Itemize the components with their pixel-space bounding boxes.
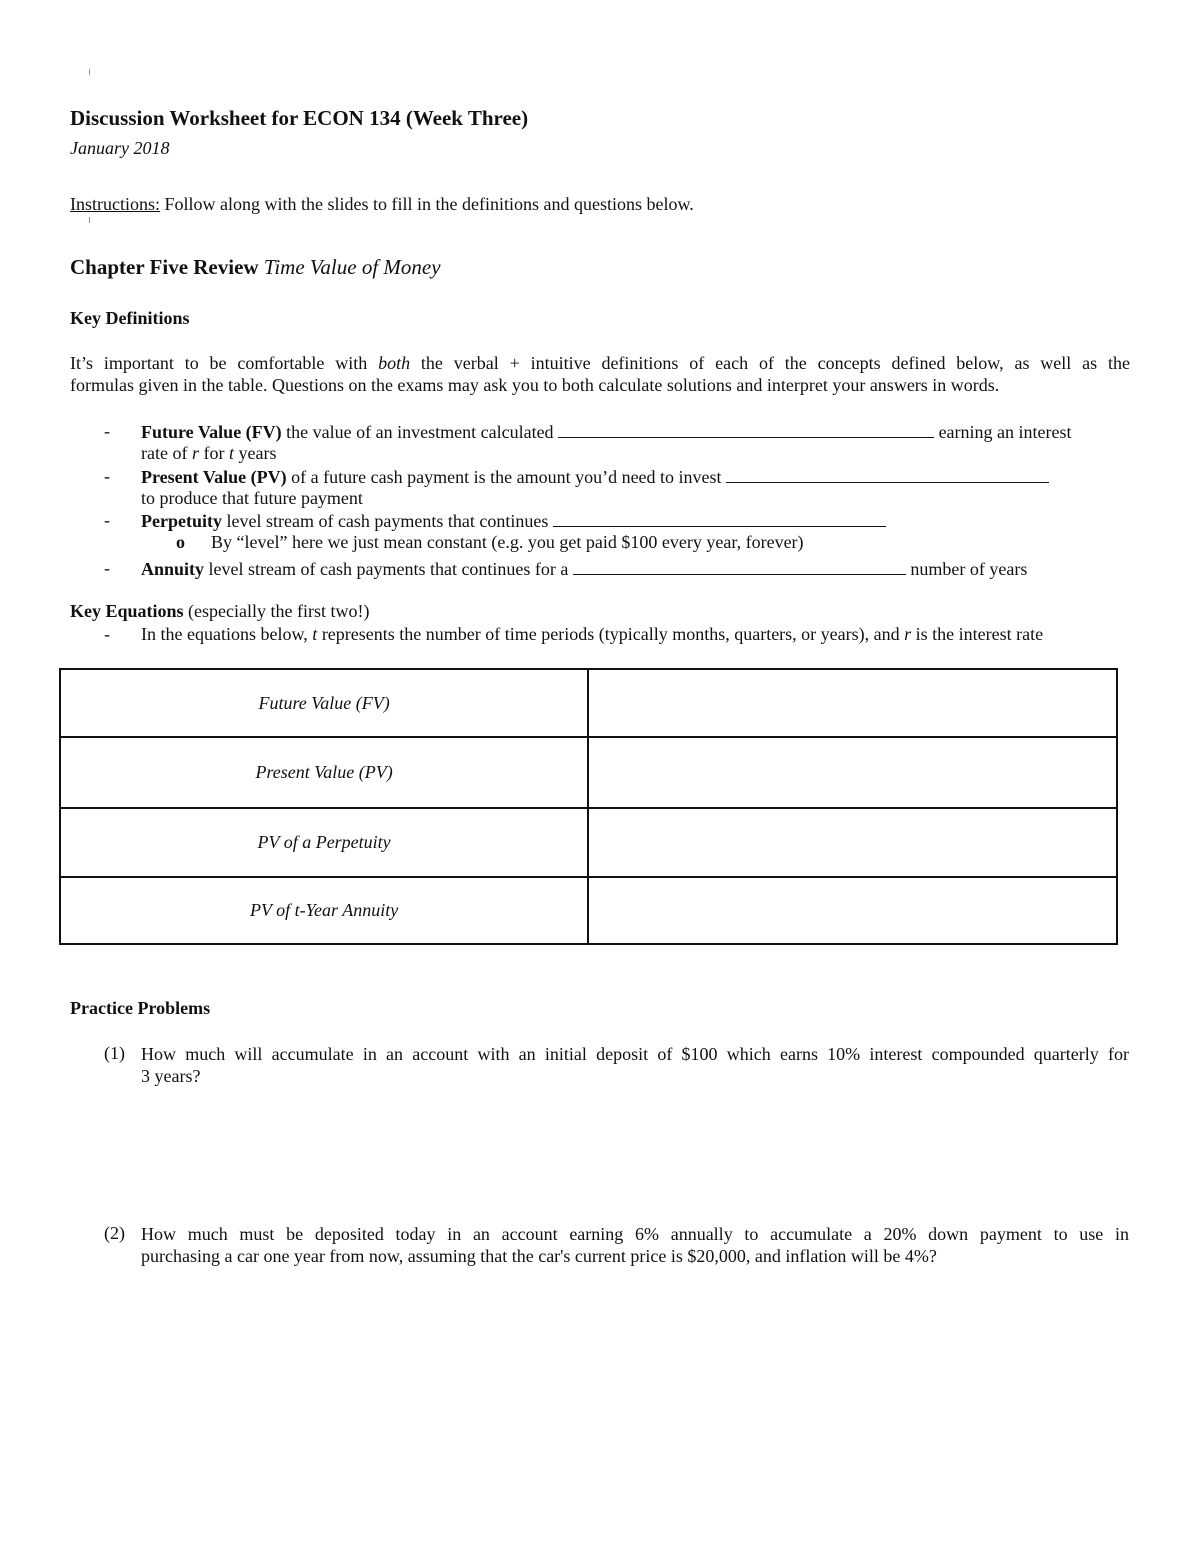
intro-emphasis: both <box>378 353 411 373</box>
page-mark <box>89 217 90 223</box>
table-row <box>60 877 1117 944</box>
worksheet-date: January 2018 <box>70 138 170 158</box>
problem-number: (1) <box>104 1043 125 1063</box>
page-mark <box>89 69 90 75</box>
intro-line-1 <box>70 352 1130 374</box>
definition-future-value-line-2 <box>141 443 276 464</box>
fill-in-blank[interactable] <box>573 558 906 575</box>
problem-line: How much must be deposited today in an account earning 6% annually to accumulate a 20% down payment to use in <box>141 1224 1129 1244</box>
definition-present-value <box>141 466 1049 488</box>
equation-answer-cell[interactable] <box>588 737 1117 808</box>
equation-label: Future Value (FV) <box>60 669 588 737</box>
variable-r: r <box>191 443 199 463</box>
definition-text: earning an interest <box>934 422 1072 442</box>
definition-term: Annuity <box>141 559 205 579</box>
intro-text: the verbal + intuitive definitions of each of the concepts defined below, as well as the <box>410 353 1130 373</box>
equation-answer-cell[interactable] <box>588 808 1117 877</box>
equation-label: Present Value (PV) <box>60 737 588 808</box>
intro-line-2: formulas given in the table. Questions on the exams may ask you to both calculate solutions and interpret your answers in words. <box>70 375 1000 395</box>
fill-in-blank[interactable] <box>553 510 886 527</box>
variable-t: t <box>228 443 234 463</box>
definition-text: years <box>234 443 277 463</box>
definition-text: number of years <box>905 559 1028 579</box>
definition-present-value-line-2: to produce that future payment <box>141 488 363 508</box>
practice-problems-heading: Practice Problems <box>70 998 211 1018</box>
key-equations-note: (especially the first two!) <box>183 601 370 621</box>
definition-annuity <box>141 558 1027 580</box>
equation-answer-cell[interactable] <box>588 669 1117 737</box>
instructions-text: Follow along with the slides to fill in the definitions and questions below. <box>160 194 694 214</box>
bullet-dash: - <box>104 624 110 644</box>
definition-term: Present Value (PV) <box>141 467 287 487</box>
problem-line: 3 years? <box>141 1066 201 1086</box>
key-definitions-heading: Key Definitions <box>70 308 190 328</box>
problem-2 <box>141 1223 1129 1267</box>
explanation-text: represents the number of time periods (typically months, quarters, or years), and <box>317 624 905 644</box>
equations-table <box>59 668 1118 945</box>
key-equations-heading <box>70 601 369 622</box>
explanation-text: is the interest rate <box>911 624 1044 644</box>
intro-text: It’s important to be comfortable with <box>70 353 379 373</box>
equation-answer-cell[interactable] <box>588 877 1117 944</box>
problem-line: purchasing a car one year from now, assuming that the car's current price is $20,000, and inflation will be 4%? <box>141 1246 937 1266</box>
bullet-dash: - <box>104 466 110 486</box>
variable-t: t <box>312 624 318 644</box>
instructions <box>70 194 694 215</box>
equation-label: PV of a Perpetuity <box>60 808 588 877</box>
problem-1 <box>141 1043 1129 1087</box>
fill-in-blank[interactable] <box>558 421 934 438</box>
worksheet-title: Discussion Worksheet for ECON 134 (Week Three) <box>70 106 529 130</box>
problem-line: How much will accumulate in an account with an initial deposit of $100 which earns 10% interest compounded quarterly for <box>141 1044 1129 1064</box>
bullet-dash: - <box>104 558 110 578</box>
definition-future-value <box>141 421 1072 443</box>
sub-bullet-marker: o <box>176 532 185 552</box>
instructions-label: Instructions: <box>70 194 160 214</box>
definition-text: rate of <box>141 443 192 463</box>
definition-term: Perpetuity <box>141 511 222 531</box>
bullet-dash: - <box>104 421 110 441</box>
fill-in-blank[interactable] <box>726 466 1049 483</box>
perpetuity-note: By “level” here we just mean constant (e.g. you get paid $100 every year, forever) <box>211 532 804 552</box>
equation-label: PV of t-Year Annuity <box>60 877 588 944</box>
definition-text: the value of an investment calculated <box>281 422 559 442</box>
table-row <box>60 737 1117 808</box>
problem-number: (2) <box>104 1223 125 1243</box>
variable-r: r <box>904 624 912 644</box>
definition-text: level stream of cash payments that continues <box>221 511 553 531</box>
chapter-heading <box>70 255 441 280</box>
key-equations-label: Key Equations <box>70 601 184 621</box>
bullet-dash: - <box>104 510 110 530</box>
explanation-text: In the equations below, <box>141 624 313 644</box>
definition-term: Future Value (FV) <box>141 422 282 442</box>
key-equations-explanation <box>141 624 1043 645</box>
definition-text: of a future cash payment is the amount you’d need to invest <box>286 467 727 487</box>
chapter-subtitle: Time Value of Money <box>263 255 441 279</box>
definition-text: for <box>198 443 229 463</box>
chapter-label: Chapter Five Review <box>70 255 259 279</box>
definition-text: level stream of cash payments that continues for a <box>204 559 573 579</box>
key-definitions-intro <box>70 352 1130 396</box>
table-row <box>60 669 1117 737</box>
table-row <box>60 808 1117 877</box>
definition-perpetuity <box>141 510 886 532</box>
